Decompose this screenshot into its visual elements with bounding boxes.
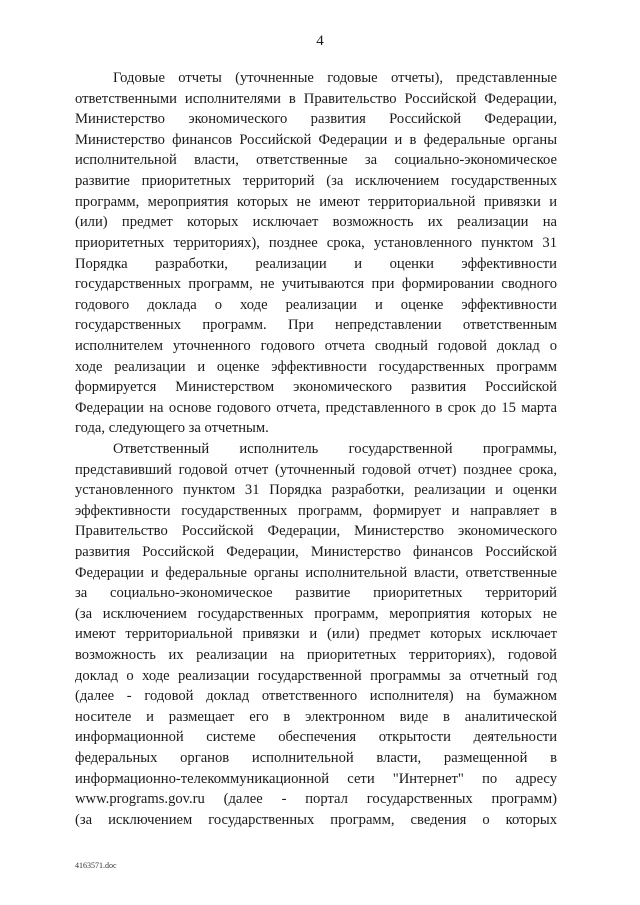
text-line: установленного пунктом 31 Порядка разработки, реализации и оценки [75, 482, 557, 498]
text-line: представивший годовой отчет (уточненный годовой отчет) позднее срока, [75, 462, 557, 478]
text-line: Порядка разработки, реализации и оценки эффективности [75, 256, 557, 272]
page-number: 4 [316, 33, 324, 49]
text-line: исполнителем уточненного годового отчета сводный годовой доклад о [75, 338, 557, 354]
text-line: Ответственный исполнитель государственной программы, [113, 441, 557, 457]
text-line: ходе реализации и оценке эффективности государственных программ [75, 359, 557, 375]
text-line: имеют территориальной привязки и (или) предмет которых исключает [75, 626, 557, 642]
text-line: www.programs.gov.ru (далее - портал государственных программ) [75, 791, 557, 807]
text-line: государственных программ, не учитываются при формировании сводного [75, 276, 557, 292]
text-line: возможность их реализации на приоритетных территориях), годовой [75, 647, 557, 663]
text-line: (или) предмет которых исключает возможность их реализации на [75, 214, 557, 230]
text-line: Годовые отчеты (уточненные годовые отчеты), представленные [113, 70, 557, 86]
text-line: годового доклада о ходе реализации и оценке эффективности [75, 297, 557, 313]
text-line: информационно-телекоммуникационной сети "Интернет" по адресу [75, 771, 557, 787]
text-line: Министерство экономического развития Российской Федерации, [75, 111, 557, 127]
text-line: Федерации и федеральные органы исполнительной власти, ответственные [75, 565, 557, 581]
text-line: носителе и размещает его в электронном виде в аналитической [75, 709, 557, 725]
text-line: ответственными исполнителями в Правительство Российской Федерации, [75, 91, 557, 107]
text-line: федеральных органов исполнительной власти, размещенной в [75, 750, 557, 766]
text-line: формируется Министерством экономического развития Российской [75, 379, 557, 395]
text-line: государственных программ. При непредставлении ответственным [75, 317, 557, 333]
text-line: (за исключением государственных программ, сведения о которых [75, 812, 557, 828]
text-line: Министерство финансов Российской Федерации и в федеральные органы [75, 132, 557, 148]
text-line: за социально-экономическое развитие приоритетных территорий [75, 585, 557, 601]
text-line: (далее - годовой доклад ответственного исполнителя) на бумажном [75, 688, 557, 704]
text-line: Правительство Российской Федерации, Министерство экономического [75, 523, 557, 539]
text-line: программ, мероприятия которых не имеют территориальной привязки и [75, 194, 557, 210]
text-line: развитие приоритетных территорий (за исключением государственных [75, 173, 557, 189]
text-line: (за исключением государственных программ, мероприятия которых не [75, 606, 557, 622]
text-line: информационной системе обеспечения открытости деятельности [75, 729, 557, 745]
text-line: Федерации на основе годового отчета, представленного в срок до 15 марта [75, 400, 557, 416]
document-code: 4163571.doc [75, 861, 117, 870]
text-line: доклад о ходе реализации государственной программы за отчетный год [75, 668, 557, 684]
text-line: года, следующего за отчетным. [75, 420, 269, 436]
text-line: исполнительной власти, ответственные за социально-экономическое [75, 152, 557, 168]
text-line: развития Российской Федерации, Министерство финансов Российской [75, 544, 557, 560]
text-line: приоритетных территориях), позднее срока, установленного пунктом 31 [75, 235, 557, 251]
text-line: эффективности государственных программ, формирует и направляет в [75, 503, 557, 519]
